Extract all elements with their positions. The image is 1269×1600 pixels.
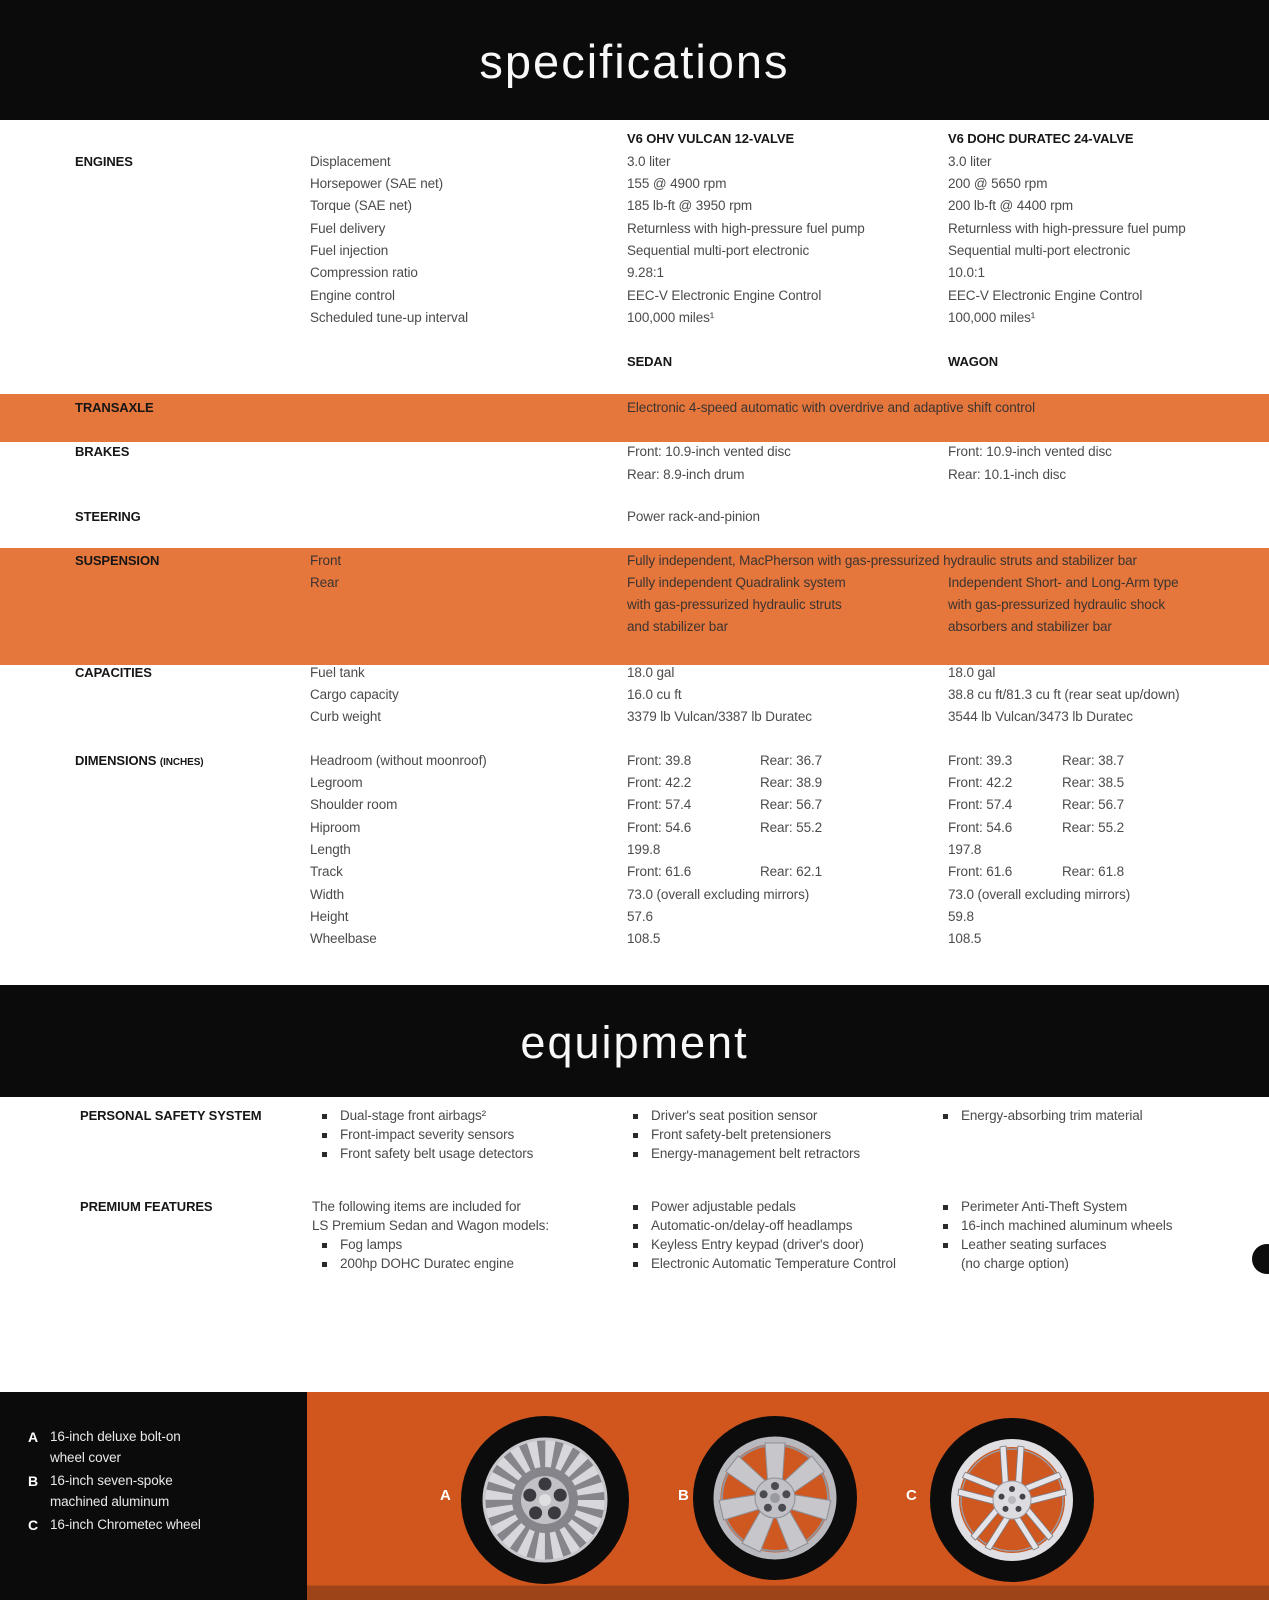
- spec-value-vulcan: 9.28:1: [627, 265, 664, 280]
- legend-letter-c: C: [28, 1517, 39, 1533]
- spec-row-label: Curb weight: [310, 709, 381, 724]
- safety-item: Front safety-belt pretensioners: [651, 1127, 831, 1142]
- spec-value-duratec: 10.0:1: [948, 265, 985, 280]
- safety-item: Front safety belt usage detectors: [340, 1146, 534, 1161]
- spec-value-vulcan: 100,000 miles¹: [627, 310, 715, 325]
- spec-row-label: Compression ratio: [310, 265, 418, 280]
- spec-value-duratec: 100,000 miles¹: [948, 310, 1036, 325]
- bullet-icon: [943, 1243, 948, 1248]
- safety-item: Energy-management belt retractors: [651, 1146, 861, 1161]
- spec-value-vulcan: EEC-V Electronic Engine Control: [627, 288, 822, 303]
- spec-value-duratec: Returnless with high-pressure fuel pump: [948, 221, 1186, 236]
- specifications-band: [0, 0, 1269, 120]
- column-header-duratec: V6 DOHC DURATEC 24-VALVE: [948, 131, 1134, 146]
- section-label-transaxle: TRANSAXLE: [75, 400, 154, 415]
- spec-value-vulcan: Returnless with high-pressure fuel pump: [627, 221, 865, 236]
- spec-row-label: Cargo capacity: [310, 687, 399, 702]
- dim-sedan-rear: Rear: 36.7: [760, 753, 823, 768]
- column-header-sedan: SEDAN: [627, 354, 673, 369]
- dim-sedan-rear: Rear: 55.2: [760, 820, 823, 835]
- legend-letter-a: A: [28, 1429, 39, 1445]
- spec-row-label: Hiproom: [310, 820, 361, 835]
- legend-text: 16-inch deluxe bolt-on: [50, 1429, 181, 1444]
- premium-item: Automatic-on/delay-off headlamps: [651, 1218, 853, 1233]
- premium-item: Keyless Entry keypad (driver's door): [651, 1237, 864, 1252]
- dim-wagon-rear: Rear: 56.7: [1062, 797, 1125, 812]
- bullet-icon: [633, 1243, 638, 1248]
- capacity-sedan: 3379 lb Vulcan/3387 lb Duratec: [627, 709, 812, 724]
- bullet-icon: [322, 1243, 327, 1248]
- dim-wagon-front: Front: 54.6: [948, 820, 1013, 835]
- section-label-premium-features: PREMIUM FEATURES: [80, 1199, 213, 1214]
- dim-wagon-front: Front: 39.3: [948, 753, 1013, 768]
- brakes-sedan-rear: Rear: 8.9-inch drum: [627, 467, 745, 482]
- section-label-dimensions: DIMENSIONS (INCHES): [75, 753, 204, 768]
- dim-wagon-front: 197.8: [948, 842, 982, 857]
- spec-row-label: Displacement: [310, 154, 391, 169]
- spec-value-duratec: 200 @ 5650 rpm: [948, 176, 1048, 191]
- dim-sedan-front: Front: 39.8: [627, 753, 692, 768]
- bullet-icon: [322, 1262, 327, 1267]
- spec-value-duratec: 200 lb-ft @ 4400 rpm: [948, 198, 1074, 213]
- section-label-steering: STEERING: [75, 509, 141, 524]
- specifications-title: specifications: [479, 35, 790, 88]
- dim-wagon-rear: Rear: 38.5: [1062, 775, 1125, 790]
- safety-item: Driver's seat position sensor: [651, 1108, 818, 1123]
- brakes-wagon-front: Front: 10.9-inch vented disc: [948, 444, 1112, 459]
- safety-item: Dual-stage front airbags²: [340, 1108, 487, 1123]
- dim-wagon-front: 73.0 (overall excluding mirrors): [948, 887, 1131, 902]
- wheel-b-image: [675, 1398, 875, 1598]
- capacity-wagon: 3544 lb Vulcan/3473 lb Duratec: [948, 709, 1133, 724]
- dim-sedan-front: Front: 57.4: [627, 797, 692, 812]
- suspension-rear-label: Rear: [310, 575, 339, 590]
- dim-sedan-front: Front: 61.6: [627, 864, 692, 879]
- premium-item: 16-inch machined aluminum wheels: [961, 1218, 1173, 1233]
- section-label-engines: ENGINES: [75, 154, 133, 169]
- spec-value-duratec: 3.0 liter: [948, 154, 992, 169]
- dim-sedan-front: Front: 42.2: [627, 775, 692, 790]
- bullet-icon: [633, 1205, 638, 1210]
- spec-value-vulcan: 3.0 liter: [627, 154, 671, 169]
- spec-row-label: Height: [310, 909, 349, 924]
- spec-value-vulcan: 155 @ 4900 rpm: [627, 176, 727, 191]
- dim-wagon-rear: Rear: 55.2: [1062, 820, 1125, 835]
- bullet-icon: [322, 1133, 327, 1138]
- spec-row-label: Length: [310, 842, 351, 857]
- bullet-icon: [943, 1114, 948, 1119]
- dim-sedan-front: 57.6: [627, 909, 653, 924]
- suspension-wagon-rear-line: with gas-pressurized hydraulic shock: [948, 597, 1165, 612]
- transaxle-value: Electronic 4-speed automatic with overdrive and adaptive shift control: [627, 400, 1035, 415]
- spec-value-duratec: Sequential multi-port electronic: [948, 243, 1131, 258]
- dim-wagon-front: Front: 61.6: [948, 864, 1013, 879]
- capacity-sedan: 16.0 cu ft: [627, 687, 682, 702]
- dim-sedan-rear: Rear: 56.7: [760, 797, 823, 812]
- spec-row-label: Fuel injection: [310, 243, 389, 258]
- premium-intro-line: The following items are included for: [312, 1199, 521, 1214]
- spec-value-vulcan: 185 lb-ft @ 3950 rpm: [627, 198, 753, 213]
- brakes-sedan-front: Front: 10.9-inch vented disc: [627, 444, 791, 459]
- spec-row-label: Fuel tank: [310, 665, 365, 680]
- bullet-icon: [943, 1205, 948, 1210]
- bullet-icon: [943, 1224, 948, 1229]
- suspension-front-value: Fully independent, MacPherson with gas-pressurized hydraulic struts and stabilizer bar: [627, 553, 1137, 568]
- spec-row-label: Shoulder room: [310, 797, 398, 812]
- section-label-brakes: BRAKES: [75, 444, 130, 459]
- spec-row-label: Fuel delivery: [310, 221, 386, 236]
- suspension-front-label: Front: [310, 553, 342, 568]
- legend-text: 16-inch Chrometec wheel: [50, 1517, 201, 1532]
- wheel-label-b: B: [678, 1487, 689, 1504]
- legend-text: machined aluminum: [50, 1494, 170, 1509]
- premium-item: Electronic Automatic Temperature Control: [651, 1256, 896, 1271]
- premium-item: Perimeter Anti-Theft System: [961, 1199, 1128, 1214]
- premium-item: 200hp DOHC Duratec engine: [340, 1256, 514, 1271]
- capacity-wagon: 38.8 cu ft/81.3 cu ft (rear seat up/down): [948, 687, 1180, 702]
- dim-sedan-front: 199.8: [627, 842, 661, 857]
- bullet-icon: [633, 1262, 638, 1267]
- legend-text: 16-inch seven-spoke: [50, 1473, 173, 1488]
- dim-wagon-rear: Rear: 61.8: [1062, 864, 1125, 879]
- suspension-sedan-rear-line: Fully independent Quadralink system: [627, 575, 846, 590]
- bullet-icon: [322, 1114, 327, 1119]
- safety-item: Front-impact severity sensors: [340, 1127, 515, 1142]
- spec-row-label: Track: [310, 864, 343, 879]
- wheel-c-image: [912, 1400, 1112, 1600]
- spec-row-label: Width: [310, 887, 345, 902]
- spec-row-label: Headroom (without moonroof): [310, 753, 487, 768]
- spec-row-label: Legroom: [310, 775, 363, 790]
- dim-sedan-front: Front: 54.6: [627, 820, 692, 835]
- spec-row-label: Wheelbase: [310, 931, 377, 946]
- bullet-icon: [322, 1152, 327, 1157]
- dim-sedan-front: 108.5: [627, 931, 661, 946]
- spec-row-label: Horsepower (SAE net): [310, 176, 444, 191]
- bullet-icon: [633, 1114, 638, 1119]
- spec-row-label: Torque (SAE net): [310, 198, 412, 213]
- steering-value: Power rack-and-pinion: [627, 509, 760, 524]
- safety-item: Energy-absorbing trim material: [961, 1108, 1143, 1123]
- spec-value-duratec: EEC-V Electronic Engine Control: [948, 288, 1143, 303]
- spec-row-label: Engine control: [310, 288, 395, 303]
- dim-sedan-front: 73.0 (overall excluding mirrors): [627, 887, 810, 902]
- wheel-label-a: A: [440, 1487, 451, 1504]
- legend-text: wheel cover: [50, 1450, 121, 1465]
- dim-sedan-rear: Rear: 62.1: [760, 864, 823, 879]
- bullet-icon: [633, 1133, 638, 1138]
- dim-wagon-front: 59.8: [948, 909, 974, 924]
- suspension-wagon-rear-line: absorbers and stabilizer bar: [948, 619, 1112, 634]
- equipment-band: [0, 985, 1269, 1097]
- bullet-icon: [633, 1152, 638, 1157]
- column-header-wagon: WAGON: [948, 354, 999, 369]
- section-label-capacities: CAPACITIES: [75, 665, 152, 680]
- premium-item-note: (no charge option): [961, 1256, 1069, 1271]
- bullet-icon: [633, 1224, 638, 1229]
- wheel-label-c: C: [906, 1487, 917, 1504]
- dim-sedan-rear: Rear: 38.9: [760, 775, 823, 790]
- dim-wagon-front: Front: 57.4: [948, 797, 1013, 812]
- dim-wagon-rear: Rear: 38.7: [1062, 753, 1125, 768]
- brakes-wagon-rear: Rear: 10.1-inch disc: [948, 467, 1067, 482]
- premium-item: Leather seating surfaces: [961, 1237, 1107, 1252]
- section-label-personal-safety: PERSONAL SAFETY SYSTEM: [80, 1108, 262, 1123]
- spec-value-vulcan: Sequential multi-port electronic: [627, 243, 810, 258]
- legend-letter-b: B: [28, 1473, 39, 1489]
- wheel-a-image: [445, 1400, 645, 1600]
- premium-item: Fog lamps: [340, 1237, 403, 1252]
- capacity-wagon: 18.0 gal: [948, 665, 996, 680]
- dim-wagon-front: 108.5: [948, 931, 982, 946]
- suspension-sedan-rear-line: with gas-pressurized hydraulic struts: [627, 597, 842, 612]
- suspension-sedan-rear-line: and stabilizer bar: [627, 619, 729, 634]
- suspension-wagon-rear-line: Independent Short- and Long-Arm type: [948, 575, 1179, 590]
- equipment-title: equipment: [520, 1017, 749, 1068]
- column-header-vulcan: V6 OHV VULCAN 12-VALVE: [627, 131, 795, 146]
- spec-row-label: Scheduled tune-up interval: [310, 310, 469, 325]
- capacity-sedan: 18.0 gal: [627, 665, 675, 680]
- premium-item: Power adjustable pedals: [651, 1199, 796, 1214]
- section-label-suspension: SUSPENSION: [75, 553, 160, 568]
- dim-wagon-front: Front: 42.2: [948, 775, 1013, 790]
- premium-intro-line: LS Premium Sedan and Wagon models:: [312, 1218, 549, 1233]
- page-binding-dot: [1252, 1244, 1269, 1274]
